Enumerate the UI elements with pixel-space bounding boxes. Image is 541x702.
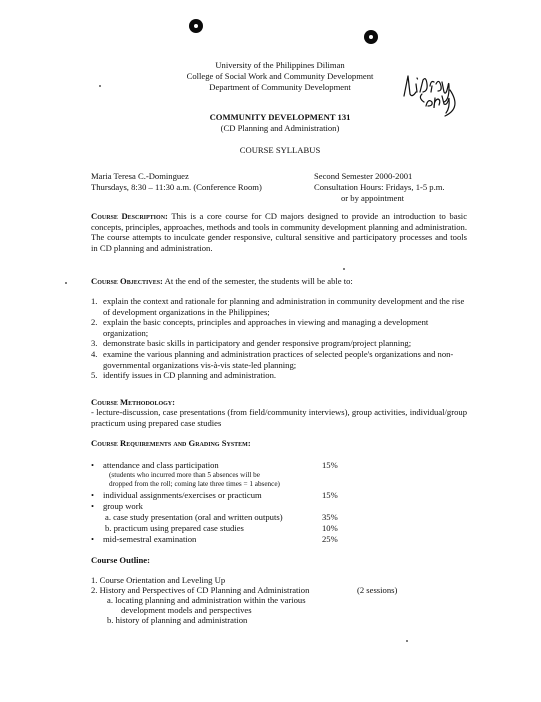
course-code-title: COMMUNITY DEVELOPMENT 131 [209, 112, 351, 122]
scan-speck [65, 282, 67, 284]
bullet: • [91, 534, 95, 544]
appointment-note: or by appointment [341, 193, 405, 203]
requirement-assignments-percent: 15% [322, 490, 338, 500]
college-name: College of Social Work and Community Development [186, 71, 374, 81]
group-work-case-study-percent: 35% [322, 512, 338, 522]
scan-speck [99, 85, 101, 87]
objective-number: 1. [91, 296, 98, 306]
handwritten-library-copy-annotation [398, 58, 478, 118]
bullet: • [91, 460, 95, 470]
methodology-label: Course Methodology: [91, 397, 176, 407]
description-label: Course Description: [91, 211, 168, 221]
syllabus-title: COURSE SYLLABUS [239, 145, 321, 155]
requirement-attendance-percent: 15% [322, 460, 338, 470]
outline-item-2a: a. locating planning and administration within the various [107, 595, 306, 605]
group-work-case-study: a. case study presentation (oral and written outputs) [105, 512, 283, 522]
objective-text: explain the context and rationale for planning and administration in community development and the rise of development organizations in the Philippines; [103, 296, 465, 317]
course-objectives-heading [91, 276, 353, 287]
objective-number: 4. [91, 349, 98, 359]
objective-text: demonstrate basic skills in participatory and gender responsive program/project planning; [103, 338, 412, 348]
requirement-assignments: individual assignments/exercises or practicum [103, 490, 262, 500]
objectives-intro: At the end of the semester, the students will be able to: [164, 276, 353, 286]
consultation-hours: Consultation Hours: Fridays, 1-5 p.m. [314, 182, 445, 192]
objective-text: explain the basic concepts, principles and approaches in viewing and managing a development organization; [103, 317, 429, 338]
scan-speck [343, 268, 345, 270]
punch-hole-right [364, 30, 378, 44]
requirements-list [91, 460, 451, 544]
bullet: • [91, 501, 95, 511]
requirement-group-work: group work [103, 501, 143, 511]
scan-speck [406, 640, 408, 642]
punch-hole-left [189, 19, 203, 33]
methodology-text: - lecture-discussion, case presentations (from field/community interviews), group activities, individual/group practicum using prepared case studies [91, 407, 467, 428]
course-subtitle: (CD Planning and Administration) [220, 123, 340, 133]
objective-number: 3. [91, 338, 98, 348]
attendance-note-line1: (students who incurred more than 5 absences will be [109, 471, 260, 479]
objective-number: 2. [91, 317, 98, 327]
requirement-midterm: mid-semestral examination [103, 534, 197, 544]
instructor-name: Maria Teresa C.-Dominguez [91, 171, 189, 181]
course-description [91, 211, 467, 253]
requirement-midterm-percent: 25% [322, 534, 338, 544]
outline-item-2a-cont: development models and perspectives [121, 605, 252, 615]
semester: Second Semester 2000-2001 [314, 171, 413, 181]
objective-text: examine the various planning and administration practices of selected people's organizations and non-governmental organizations vis-à-vis state-led planning; [103, 349, 454, 370]
attendance-note-line2: dropped from the roll; coming late three times = 1 absence) [109, 480, 280, 488]
objective-number: 5. [91, 370, 98, 380]
requirement-attendance: attendance and class participation [103, 460, 219, 470]
class-schedule: Thursdays, 8:30 – 11:30 a.m. (Conference Room) [91, 182, 262, 192]
department-name: Department of Community Development [209, 82, 351, 92]
outline-item-2b: b. history of planning and administration [107, 615, 248, 625]
requirements-label: Course Requirements and Grading System: [91, 438, 251, 448]
outline-item-1: 1. Course Orientation and Leveling Up [91, 575, 226, 585]
group-work-practicum-percent: 10% [322, 523, 338, 533]
objectives-label: Course Objectives: [91, 276, 163, 286]
objective-text: identify issues in CD planning and administration. [103, 370, 277, 380]
outline-item-2-sessions: (2 sessions) [357, 585, 398, 595]
outline-item-2: 2. History and Perspectives of CD Planning and Administration [91, 585, 310, 595]
bullet: • [91, 490, 95, 500]
university-name: University of the Philippines Diliman [215, 60, 345, 70]
description-text: This is a core course for CD majors designed to provide an introduction to basic concepts, principles, approaches, methods and tools in community development planning and administration. The course attempts to inculcate gender responsive, cultural sensitive and participatory processes and tools in CD planning and administration. [91, 211, 468, 253]
group-work-practicum: b. practicum using prepared case studies [105, 523, 244, 533]
outline-label: Course Outline: [91, 555, 150, 565]
